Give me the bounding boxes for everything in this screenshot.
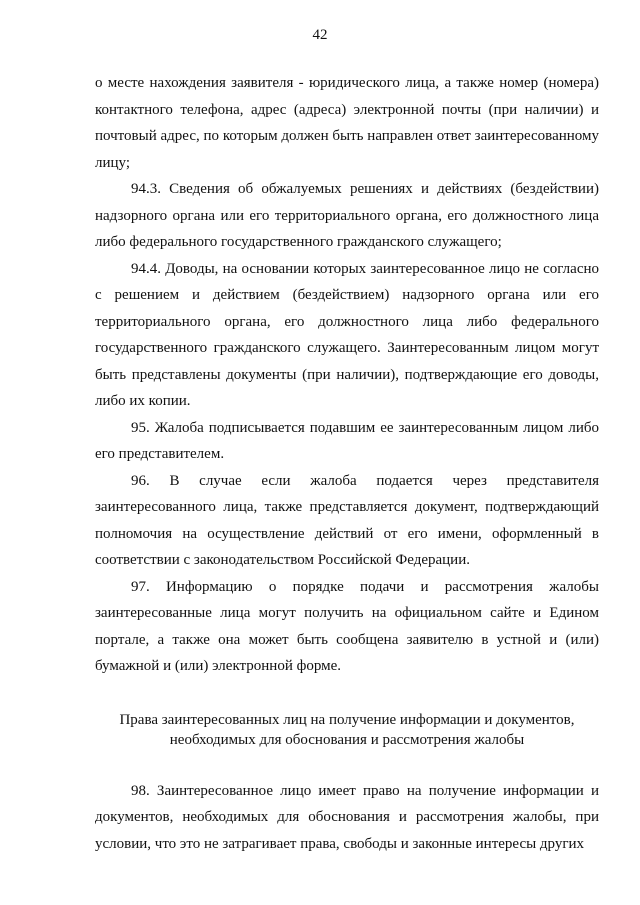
paragraph-continuation: о месте нахождения заявителя - юридического лица, а также номер (номера) контактного телефона, адрес (адреса) электронной почты (при наличии) и почтовый адрес, по которым должен быть направлен ответ заинтересованному лицу; xyxy=(95,75,599,171)
paragraph-95: 95. Жалоба подписывается подавшим ее заинтересованным лицом либо его представителем. xyxy=(95,419,599,462)
paragraph-98: 98. Заинтересованное лицо имеет право на получение информации и документов, необходимых для обоснования и рассмотрения жалобы, при условии, что это не затрагивает права, свободы и законные интересы других xyxy=(95,782,599,852)
paragraph-96: 96. В случае если жалоба подается через представителя заинтересованного лица, также представляется документ, подтверждающий полномочия на осуществление действий от его имени, оформленный в соответствии с законодательством Российской Федерации. xyxy=(95,472,599,568)
paragraph-94-4: 94.4. Доводы, на основании которых заинтересованное лицо не согласно с решением и действием (бездействием) надзорного органа или его территориального органа, его должностного лица либо федерального государственного гражданского служащего. Заинтересованным лицом могут быть представлены документы (при наличии), подтверждающие его доводы, либо их копии. xyxy=(95,260,599,409)
section-heading-line-1: Права заинтересованных лиц на получение информации и документов, xyxy=(119,711,575,728)
page-number: 42 xyxy=(312,27,328,43)
section-heading xyxy=(95,710,599,750)
document-body xyxy=(95,70,599,857)
paragraph-97: 97. Информацию о порядке подачи и рассмотрения жалобы заинтересованные лица могут получить на официальном сайте и Едином портале, а также она может быть сообщена заявителю в устной и (или) бумажной и (или) электронной форме. xyxy=(95,578,599,674)
section-heading-line-2: необходимых для обоснования и рассмотрения жалобы xyxy=(169,731,525,748)
paragraph-94-3: 94.3. Сведения об обжалуемых решениях и действиях (бездействии) надзорного органа или его территориального органа, его должностного лица либо федерального государственного гражданского служащего; xyxy=(95,181,599,250)
